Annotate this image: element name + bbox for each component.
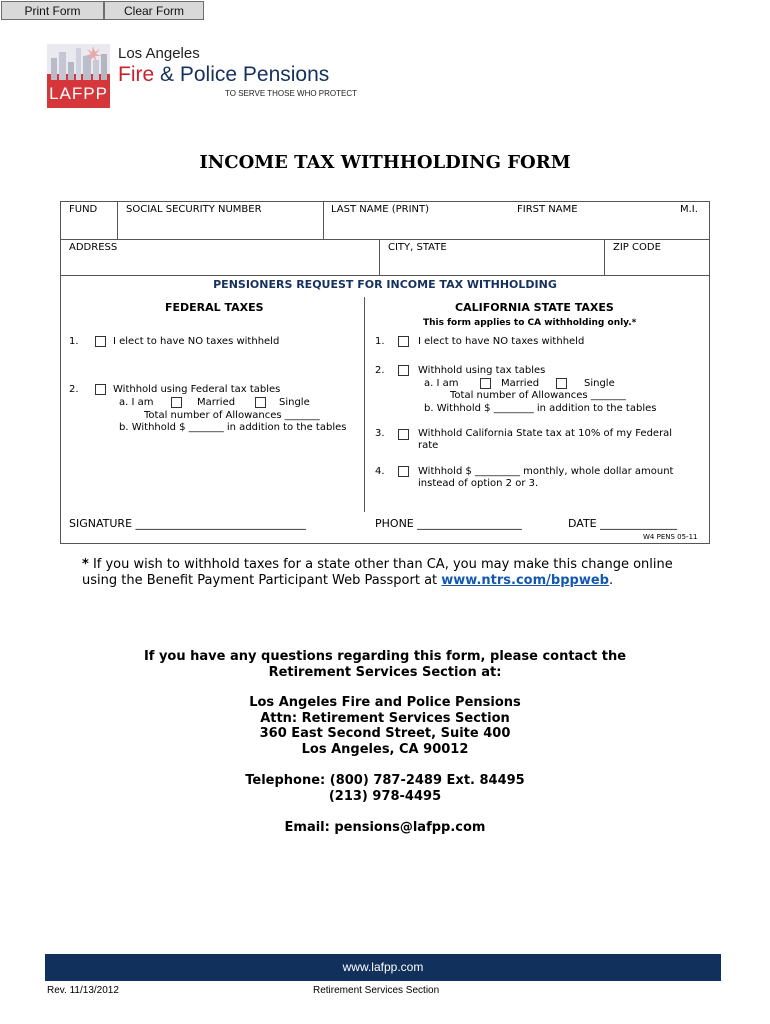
contact-intro-line2: Retirement Services Section at: [268,665,502,680]
ca-married-checkbox[interactable] [480,378,491,389]
california-applies-note: This form applies to CA withholding only.* [423,318,637,328]
ca-opt4-label-line2: instead of option 2 or 3. [418,478,539,489]
section-heading: PENSIONERS REQUEST FOR INCOME TAX WITHHOLDING [213,278,557,291]
contact-address-line1: Los Angeles Fire and Police Pensions [249,695,521,710]
org-name-police: Police Pensions [179,63,330,86]
note-asterisk: * [82,557,89,572]
federal-single-label: Single [279,397,310,408]
federal-withhold-amount-field[interactable]: b. Withhold $ _______ in addition to the tables [119,422,347,433]
ca-tables-checkbox[interactable] [398,365,409,376]
website-link[interactable]: www.lafpp.com [342,960,424,974]
california-heading: CALIFORNIA STATE TAXES [455,301,614,314]
zip-code-field[interactable]: ZIP CODE [613,242,661,253]
org-name [118,63,329,87]
contact-intro-line1: If you have any questions regarding this form, please contact the [143,649,627,664]
ca-opt4-label-line1[interactable]: Withhold $ _________ monthly, whole dollar amount [418,466,674,477]
ca-opt1-label: I elect to have NO taxes withheld [418,336,585,347]
withholding-form [60,201,710,544]
address-field[interactable]: ADDRESS [69,242,118,253]
ca-opt2-number: 2. [375,365,385,376]
note-line2: using the Benefit Payment Participant Web Passport at [82,573,442,588]
ca-ten-percent-checkbox[interactable] [398,429,409,440]
mi-field[interactable]: M.I. [680,204,698,215]
ssn-field[interactable]: SOCIAL SECURITY NUMBER [126,204,262,215]
ca-no-tax-checkbox[interactable] [398,336,409,347]
org-tagline: TO SERVE THOSE WHO PROTECT [225,89,358,98]
bppweb-link[interactable]: www.ntrs.com/bppweb [441,573,609,588]
note-period: . [608,573,614,588]
ca-opt1-number: 1. [375,336,385,347]
ca-single-label: Single [584,378,615,389]
first-name-field[interactable]: FIRST NAME [517,204,578,215]
ca-opt3-label-line2: rate [418,440,439,451]
federal-tables-checkbox[interactable] [95,384,106,395]
federal-married-label: Married [197,397,236,408]
last-name-field[interactable]: LAST NAME (PRINT) [331,204,430,215]
ca-opt2-label: Withhold using tax tables [418,365,546,376]
federal-married-checkbox[interactable] [171,397,182,408]
city-state-field[interactable]: CITY, STATE [388,242,447,253]
ca-married-label: Married [501,378,540,389]
ca-single-checkbox[interactable] [556,378,567,389]
contact-address-line3: 360 East Second Street, Suite 400 [259,726,511,741]
federal-opt1-number: 1. [69,336,79,347]
ca-withhold-amount-field[interactable]: b. Withhold $ ________ in addition to the tables [424,403,657,414]
contact-email: Email: pensions@lafpp.com [284,820,486,835]
date-field[interactable]: DATE ______________ [568,517,678,530]
federal-opt1-label: I elect to have NO taxes withheld [113,336,280,347]
federal-heading: FEDERAL TAXES [165,301,264,314]
other-state-note [82,557,673,589]
org-name-amp: & [160,63,175,86]
page-title: INCOME TAX WITHHOLDING FORM [199,152,571,173]
contact-telephone: Telephone: (800) 787-2489 Ext. 84495 [245,773,525,788]
contact-address-line2: Attn: Retirement Services Section [260,711,510,726]
lafpp-logo [47,44,110,108]
note-line1: If you wish to withhold taxes for a state other than CA, you may make this change online [88,557,673,572]
ca-monthly-amount-checkbox[interactable] [398,466,409,477]
print-form-button[interactable]: Print Form [1,1,104,20]
website-footer [45,954,721,981]
fund-field[interactable]: FUND [69,204,98,215]
federal-opt2-label: Withhold using Federal tax tables [113,384,281,395]
ca-i-am-label: a. I am [424,378,459,389]
form-code: W4 PENS 05-11 [643,533,698,541]
clear-form-button[interactable]: Clear Form [104,1,204,20]
footer-section: Retirement Services Section [313,985,440,996]
contact-address-line4: Los Angeles, CA 90012 [301,742,469,757]
federal-i-am-label: a. I am [119,397,154,408]
federal-no-tax-checkbox[interactable] [95,336,106,347]
ca-opt3-label-line1: Withhold California State tax at 10% of my Federal [418,428,673,439]
signature-field[interactable]: SIGNATURE _______________________________ [69,517,307,530]
org-name-city: Los Angeles [118,45,200,62]
org-name-fire: Fire [118,63,155,86]
contact-telephone-local: (213) 978-4495 [328,789,442,804]
ca-opt3-number: 3. [375,428,385,439]
federal-allowances-field[interactable]: Total number of Allowances _______ [144,410,320,421]
logo-text: LAFPP [49,84,108,103]
revision-date: Rev. 11/13/2012 [47,985,119,996]
federal-single-checkbox[interactable] [255,397,266,408]
ca-opt4-number: 4. [375,466,385,477]
phone-field[interactable]: PHONE ___________________ [375,517,522,530]
ca-allowances-field[interactable]: Total number of Allowances _______ [450,390,626,401]
federal-opt2-number: 2. [69,384,79,395]
